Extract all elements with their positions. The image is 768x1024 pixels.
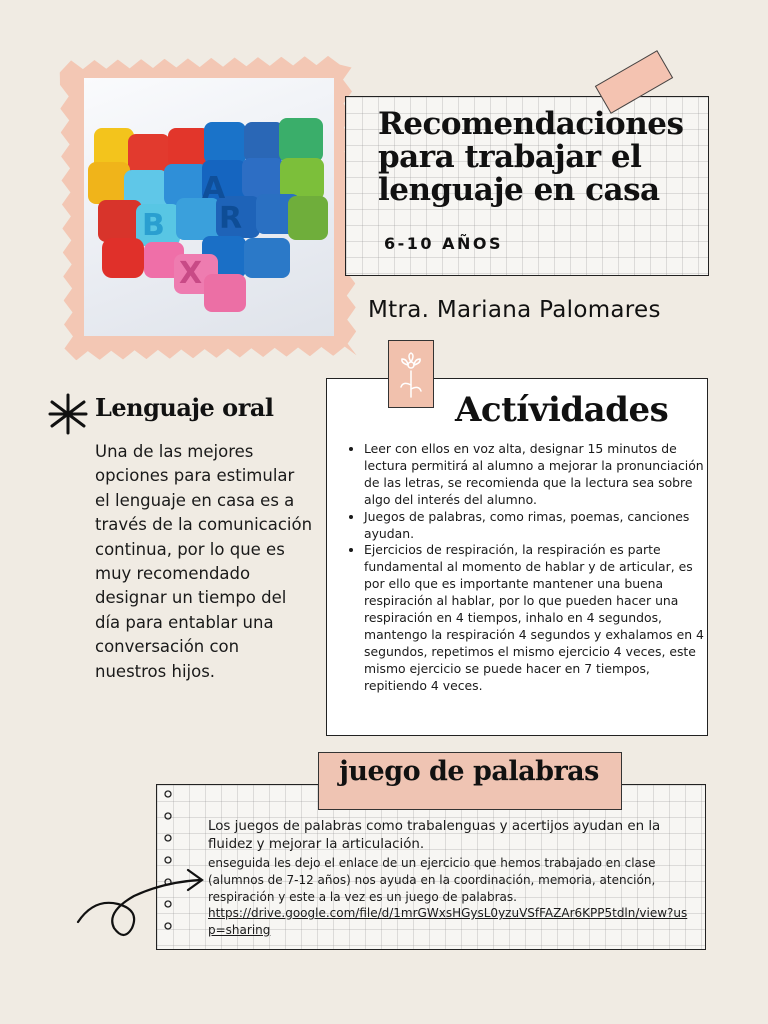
activities-list — [346, 441, 714, 695]
author-name: Mtra. Mariana Palomares — [368, 297, 661, 323]
activities-title: Actívidades — [455, 390, 669, 430]
oral-section-body: Una de las mejores opciones para estimular el lenguaje en casa es a través de la comunicación continua, por lo que es muy recomendado designar un tiempo del día para entablar una conversación con nuestros hijos. — [95, 442, 313, 681]
word-game-intro: Los juegos de palabras como trabalenguas y acertijos ayudan en la fluidez y mejorar la articulación. — [208, 819, 661, 852]
exercise-link[interactable]: https://drive.google.com/file/d/1mrGWxsHGysL0yzuVSfFAZAr6KPP5tdln/view?usp=sharing — [208, 906, 688, 937]
list-item: • Juegos de palabras, como rimas, poemas, canciones ayudan. — [364, 509, 714, 543]
svg-text:R: R — [219, 201, 243, 236]
flower-doodle-icon — [389, 341, 433, 407]
letters-photo — [84, 78, 334, 336]
list-item: • Ejercicios de respiración, la respiración es parte fundamental al momento de hablar y de articular, es por ello que es importante mantener una buena respiración al hablar, por lo que pueden hacer una respiración en 4 tiempos, inhalo en 4 segundos, mantengo la respiración 4 segundos y exhalamos en 4 segundos, repetimos el mismo ejercicio 4 veces, este mismo ejercicio se puede hacer en 7 tiempos, repitiendo 4 veces. — [364, 542, 714, 694]
curly-arrow-icon — [74, 858, 214, 942]
oral-section-title: Lenguaje oral — [95, 393, 274, 422]
word-game-title: juego de palabras — [339, 756, 599, 787]
list-item: • Leer con ellos en voz alta, designar 15 minutos de lectura permitirá al alumno a mejorar la pronunciación de las letras, se recomienda que la lectura sea sobre algo del interés del alumno. — [364, 441, 714, 509]
svg-text:B: B — [142, 208, 165, 243]
flower-tape — [388, 340, 434, 408]
asterisk-doodle-icon — [48, 392, 88, 436]
svg-text:A: A — [202, 171, 226, 206]
word-game-note: enseguida les dejo el enlace de un ejercicio que hemos trabajado en clase (alumnos de 7-12 años) nos ayuda en la coordinación, memoria, atención, respiración y este a la vez es un juego de palabras. — [208, 856, 656, 904]
age-range: 6-10 AÑOS — [384, 234, 504, 253]
svg-text:X: X — [179, 256, 203, 291]
page-title: Recomendaciones para trabajar el lenguaje en casa — [378, 106, 684, 208]
